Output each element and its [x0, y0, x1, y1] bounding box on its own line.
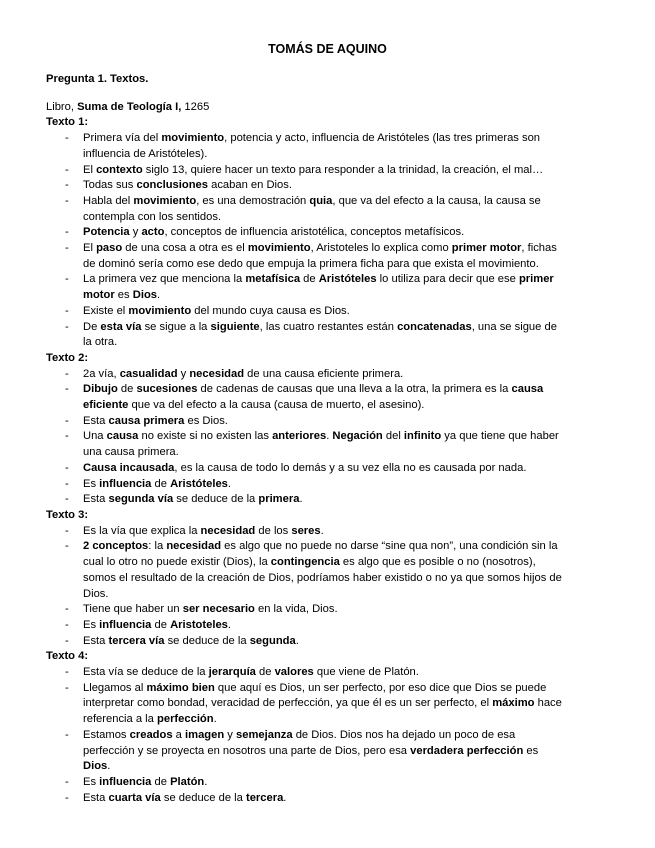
- text-run: El: [83, 163, 97, 176]
- bold-text: necesidad: [200, 524, 256, 537]
- text-line: [83, 163, 601, 179]
- list-item: [46, 131, 601, 162]
- bold-text: esta vía: [100, 320, 142, 333]
- text-line: [83, 414, 601, 430]
- text-line: [83, 524, 601, 540]
- text-line: [83, 194, 601, 210]
- text-line: [83, 775, 601, 791]
- bullet-dash: -: [65, 493, 69, 506]
- text-run: es: [523, 744, 539, 757]
- section-heading: Texto 1:: [46, 116, 89, 129]
- text-run: perfección y se proyecta en nosotros una parte de Dios, pero esa: [83, 744, 411, 757]
- text-line: [83, 696, 601, 712]
- text-section: [46, 649, 601, 806]
- text-line: [83, 147, 601, 163]
- text-run: .: [326, 430, 333, 443]
- section-heading: Texto 2:: [46, 351, 89, 364]
- list-item: [46, 681, 601, 728]
- text-run: ya que tiene que haber: [441, 430, 559, 443]
- text-run: De: [83, 320, 101, 333]
- bold-text: jerarquía: [208, 666, 256, 679]
- bullet-dash: -: [65, 367, 69, 380]
- book-line: [46, 100, 601, 116]
- bullet-dash: -: [65, 194, 69, 207]
- bold-text: seres: [291, 524, 321, 537]
- bold-text: sucesiones: [136, 383, 198, 396]
- bold-text: causa primera: [108, 414, 185, 427]
- bullet-dash: -: [65, 414, 69, 427]
- list-item: [46, 382, 601, 413]
- text-run: .: [295, 634, 299, 647]
- text-run: es algo que es posible o no (nosotros),: [339, 556, 536, 569]
- text-run: La primera vez que menciona la: [83, 273, 246, 286]
- text-run: , que va del efecto a la causa, la causa se: [332, 194, 541, 207]
- text-run: es algo que no puede no darse “sine qua non”, una condición sin la: [221, 540, 558, 553]
- bold-text: Aristóteles: [318, 273, 377, 286]
- list-item: [46, 665, 601, 681]
- text-run: Existe el: [83, 304, 129, 317]
- bold-text: movimiento: [133, 194, 197, 207]
- text-line: [83, 618, 601, 634]
- bold-text: causa: [511, 383, 544, 396]
- bold-text: cuarta vía: [108, 791, 161, 804]
- bold-text: tercera: [245, 791, 284, 804]
- text-run: se sigue a la: [141, 320, 211, 333]
- text-run: Esta vía se deduce de la: [83, 666, 209, 679]
- bullet-dash: -: [65, 791, 69, 804]
- text-run: es Dios.: [184, 414, 228, 427]
- bold-text: metafísica: [245, 273, 301, 286]
- text-section: [46, 115, 601, 351]
- text-run: Habla del: [83, 194, 134, 207]
- text-run: se deduce de la: [164, 634, 250, 647]
- text-run: de los: [255, 524, 292, 537]
- text-run: de: [151, 775, 171, 788]
- text-run: la otra.: [83, 336, 118, 349]
- bullet-dash: -: [65, 179, 69, 192]
- section-heading: Texto 4:: [46, 650, 89, 663]
- text-line: [83, 367, 601, 383]
- bullet-dash: -: [65, 273, 69, 286]
- bold-text: creados: [129, 728, 173, 741]
- list-item: [46, 602, 601, 618]
- bold-text: motor: [83, 289, 115, 302]
- bold-text: conclusiones: [136, 179, 208, 192]
- bold-text: quia: [309, 194, 333, 207]
- text-line: [83, 759, 601, 775]
- text-run: de una cosa a otra es el: [122, 242, 248, 255]
- text-run: influencia de Aristóteles).: [83, 147, 208, 160]
- bold-text: influencia: [99, 775, 152, 788]
- bold-text: Negación: [332, 430, 383, 443]
- text-run: contempla con los sentidos.: [83, 210, 222, 223]
- list-item: [46, 178, 601, 194]
- list-item: [46, 492, 601, 508]
- bold-text: segunda: [249, 634, 296, 647]
- text-line: [83, 539, 601, 555]
- text-run: Primera vía del: [83, 132, 162, 145]
- text-run: de Dios. Dios nos ha dejado un poco de esa: [292, 728, 516, 741]
- text-section: [46, 351, 601, 508]
- text-line: [83, 304, 601, 320]
- bullet-list: [46, 131, 601, 351]
- text-run: , conceptos de influencia aristotélica, conceptos metafísicos.: [164, 226, 465, 239]
- text-run: : la: [148, 540, 167, 553]
- bullet-dash: -: [65, 461, 69, 474]
- text-line: [83, 461, 601, 477]
- bold-text: contexto: [96, 163, 143, 176]
- bullet-list: [46, 524, 601, 650]
- list-item: [46, 241, 601, 272]
- list-item: [46, 539, 601, 602]
- bold-text: eficiente: [83, 399, 129, 412]
- text-run: de: [300, 273, 319, 286]
- bullet-dash: -: [65, 524, 69, 537]
- text-line: [83, 131, 601, 147]
- text-run: referencia a la: [83, 713, 158, 726]
- text-line: [83, 791, 601, 807]
- text-run: en la vida, Dios.: [254, 603, 338, 616]
- text-line: [83, 665, 601, 681]
- bullet-dash: -: [65, 634, 69, 647]
- text-run: .: [299, 493, 303, 506]
- bullet-dash: -: [65, 383, 69, 396]
- text-run: de: [151, 477, 171, 490]
- bold-text: anteriores: [272, 430, 327, 443]
- bullet-list: [46, 665, 601, 806]
- bullet-dash: -: [65, 666, 69, 679]
- text-run: 1265: [181, 100, 210, 113]
- list-item: [46, 524, 601, 540]
- text-run: que va del efecto a la causa (causa de muerto, el asesino).: [128, 399, 425, 412]
- text-line: [83, 445, 601, 461]
- text-run: a: [172, 728, 186, 741]
- text-run: de una causa eficiente primera.: [244, 367, 404, 380]
- bold-text: verdadera perfección: [410, 744, 524, 757]
- text-run: .: [107, 760, 111, 773]
- text-run: Es la vía que explica la: [83, 524, 201, 537]
- text-run: se deduce de la: [160, 791, 246, 804]
- text-run: Es: [83, 477, 100, 490]
- bold-text: máximo: [492, 697, 535, 710]
- text-run: , es la causa de todo lo demás y a su vez ella no es causada por nada.: [174, 461, 527, 474]
- sections-container: [46, 115, 601, 806]
- text-line: [83, 241, 601, 257]
- bold-text: paso: [96, 242, 123, 255]
- list-item: [46, 367, 601, 383]
- bold-text: influencia: [99, 618, 152, 631]
- bullet-dash: -: [65, 242, 69, 255]
- text-line: [83, 225, 601, 241]
- bold-text: imagen: [185, 728, 225, 741]
- bold-text: máximo bien: [146, 681, 215, 694]
- text-line: [83, 382, 601, 398]
- text-line: [83, 320, 601, 336]
- text-line: [83, 178, 601, 194]
- text-run: y: [129, 226, 142, 239]
- text-run: de: [255, 666, 275, 679]
- list-item: [46, 414, 601, 430]
- bold-text: contingencia: [270, 556, 340, 569]
- text-run: .: [283, 791, 287, 804]
- text-line: [83, 587, 601, 603]
- bullet-dash: -: [65, 618, 69, 631]
- text-line: [83, 272, 601, 288]
- text-run: siglo 13, quiere hacer un texto para responder a la trinidad, la creación, el mal…: [142, 163, 544, 176]
- bold-text: concatenadas: [397, 320, 472, 333]
- text-line: [83, 492, 601, 508]
- text-line: [83, 257, 601, 273]
- text-run: Es: [83, 775, 100, 788]
- question-heading: Pregunta 1. Textos.: [46, 73, 149, 85]
- bullet-dash: -: [65, 603, 69, 616]
- text-run: que aquí es Dios, un ser perfecto, por eso dice que Dios se puede: [214, 681, 547, 694]
- text-run: .: [204, 775, 208, 788]
- text-line: [83, 602, 601, 618]
- page-title: TOMÁS DE AQUINO: [268, 42, 387, 56]
- text-run: del: [382, 430, 404, 443]
- bold-text: necesidad: [189, 367, 245, 380]
- text-line: [83, 571, 601, 587]
- list-item: [46, 618, 601, 634]
- text-section: [46, 508, 601, 649]
- bold-text: semejanza: [236, 728, 293, 741]
- text-run: somos el resultado de la creación de Dios, podríamos haber existido o no ya que somos hijos de: [83, 571, 562, 584]
- text-run: Todas sus: [83, 179, 137, 192]
- bold-text: casualidad: [119, 367, 178, 380]
- text-line: [83, 429, 601, 445]
- text-run: cual lo otro no puede existir (Dios), la: [83, 556, 271, 569]
- list-item: [46, 163, 601, 179]
- bold-text: 2 conceptos: [83, 540, 149, 553]
- text-line: [83, 744, 601, 760]
- text-line: [83, 555, 601, 571]
- text-line: [83, 398, 601, 414]
- bold-text: Potencia: [83, 226, 130, 239]
- bold-text: causa: [106, 430, 139, 443]
- text-run: de: [151, 618, 171, 631]
- bold-text: Dibujo: [83, 383, 118, 396]
- text-run: se deduce de la: [173, 493, 259, 506]
- list-item: [46, 775, 601, 791]
- bold-text: acto: [141, 226, 165, 239]
- list-item: [46, 304, 601, 320]
- text-run: , potencia y acto, influencia de Aristóteles (las tres primeras son: [224, 132, 541, 145]
- list-item: [46, 634, 601, 650]
- text-line: [83, 477, 601, 493]
- bold-text: movimiento: [247, 242, 311, 255]
- text-run: , Aristoteles lo explica como: [310, 242, 452, 255]
- text-run: .: [227, 477, 231, 490]
- bold-text: segunda vía: [108, 493, 174, 506]
- text-run: Dios.: [83, 587, 109, 600]
- text-run: es: [114, 289, 133, 302]
- text-run: Libro,: [46, 100, 78, 113]
- text-run: hace: [534, 697, 562, 710]
- text-run: que viene de Platón.: [313, 666, 419, 679]
- text-line: [83, 712, 601, 728]
- list-item: [46, 194, 601, 225]
- text-line: [83, 210, 601, 226]
- text-run: Llegamos al: [83, 681, 147, 694]
- text-line: [83, 728, 601, 744]
- text-run: .: [320, 524, 324, 537]
- list-item: [46, 272, 601, 303]
- text-run: acaban en Dios.: [207, 179, 292, 192]
- text-run: , una se sigue de: [471, 320, 557, 333]
- text-run: , fichas: [521, 242, 557, 255]
- bold-text: siguiente: [210, 320, 260, 333]
- text-run: Esta: [83, 634, 109, 647]
- bold-text: influencia: [99, 477, 152, 490]
- bullet-dash: -: [65, 226, 69, 239]
- list-item: [46, 477, 601, 493]
- text-run: y: [177, 367, 190, 380]
- bullet-dash: -: [65, 540, 69, 553]
- text-run: y: [224, 728, 236, 741]
- bold-text: ser necesario: [182, 603, 255, 616]
- bold-text: movimiento: [161, 132, 225, 145]
- bold-text: movimiento: [128, 304, 192, 317]
- text-run: Es: [83, 618, 100, 631]
- list-item: [46, 429, 601, 460]
- bold-text: infinito: [403, 430, 442, 443]
- list-item: [46, 791, 601, 807]
- text-run: Una: [83, 430, 107, 443]
- bullet-dash: -: [65, 430, 69, 443]
- bullet-dash: -: [65, 775, 69, 788]
- bullet-dash: -: [65, 681, 69, 694]
- bold-text: Dios: [132, 289, 157, 302]
- text-line: [83, 681, 601, 697]
- text-run: de cadenas de causas que una lleva a la otra, la primera es la: [197, 383, 512, 396]
- text-line: [83, 288, 601, 304]
- text-run: Esta: [83, 414, 109, 427]
- text-run: .: [157, 289, 161, 302]
- bullet-dash: -: [65, 163, 69, 176]
- text-run: Tiene que haber un: [83, 603, 183, 616]
- list-item: [46, 728, 601, 775]
- text-line: [83, 335, 601, 351]
- bullet-dash: -: [65, 320, 69, 333]
- text-run: , las cuatro restantes están: [259, 320, 398, 333]
- bullet-dash: -: [65, 728, 69, 741]
- bold-text: Causa incausada: [83, 461, 175, 474]
- text-run: interpretar como bondad, veracidad de perfección, ya que él es un ser perfecto, el: [83, 697, 493, 710]
- bullet-dash: -: [65, 304, 69, 317]
- bold-text: Platón: [170, 775, 205, 788]
- text-run: El: [83, 242, 97, 255]
- bold-text: necesidad: [166, 540, 222, 553]
- text-run: del mundo cuya causa es Dios.: [191, 304, 350, 317]
- bullet-dash: -: [65, 477, 69, 490]
- text-run: de dominó sería como ese dedo que empuja la primera ficha para que exista el movimiento.: [83, 257, 539, 270]
- bold-text: valores: [274, 666, 314, 679]
- text-run: Esta: [83, 791, 109, 804]
- text-run: 2a vía,: [83, 367, 120, 380]
- section-heading: Texto 3:: [46, 508, 89, 521]
- bullet-dash: -: [65, 132, 69, 145]
- bold-text: tercera vía: [108, 634, 165, 647]
- text-run: Estamos: [83, 728, 130, 741]
- bold-text: Dios: [83, 760, 108, 773]
- text-line: [83, 634, 601, 650]
- bold-text: Suma de Teología I,: [77, 100, 182, 113]
- list-item: [46, 320, 601, 351]
- bullet-list: [46, 367, 601, 508]
- list-item: [46, 225, 601, 241]
- text-run: una causa primera.: [83, 446, 179, 459]
- bold-text: primer motor: [451, 242, 522, 255]
- text-run: no existe si no existen las: [138, 430, 273, 443]
- text-run: Esta: [83, 493, 109, 506]
- bold-text: Aristóteles: [170, 477, 228, 490]
- document-body: [46, 72, 601, 806]
- bold-text: primera: [258, 493, 300, 506]
- list-item: [46, 461, 601, 477]
- bold-text: Aristoteles: [170, 618, 228, 631]
- bold-text: primer: [518, 273, 554, 286]
- bold-text: perfección: [157, 713, 214, 726]
- text-run: , es una demostración: [196, 194, 310, 207]
- text-run: de: [117, 383, 137, 396]
- text-run: .: [213, 713, 217, 726]
- text-run: lo utiliza para decir que ese: [376, 273, 519, 286]
- text-run: .: [227, 618, 231, 631]
